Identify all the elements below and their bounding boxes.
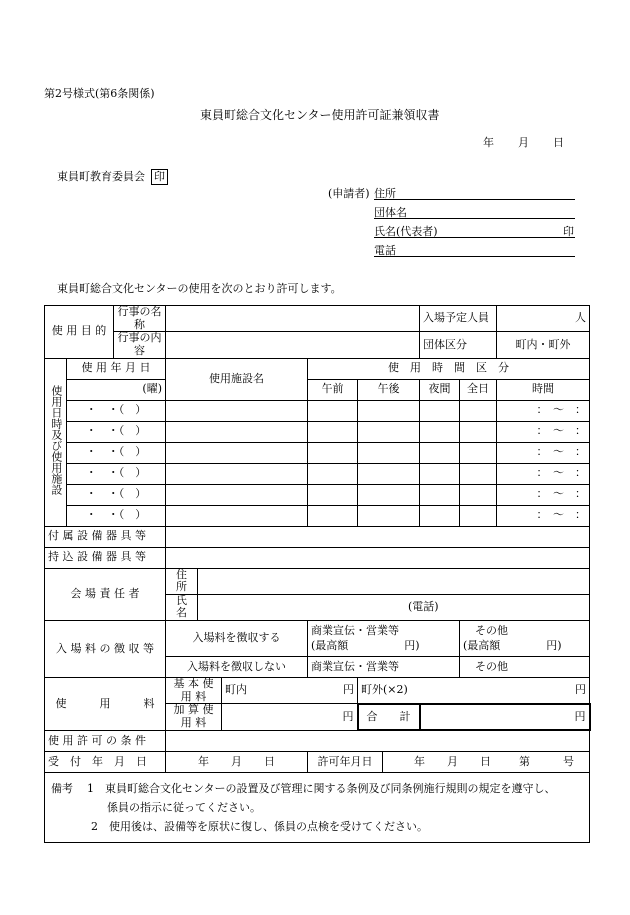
equipment-attached-row bbox=[45, 526, 590, 547]
admission-no-collect[interactable]: 入場料を徴収しない bbox=[166, 656, 308, 677]
time-col-am: 午前 bbox=[308, 379, 358, 400]
am-cell[interactable] bbox=[308, 484, 358, 505]
night-cell[interactable] bbox=[420, 463, 460, 484]
equipment-attached-field[interactable] bbox=[166, 526, 590, 547]
intro-text: 東員町総合文化センターの使用を次のとおり許可します。 bbox=[57, 282, 342, 295]
time-col-hours: 時間 bbox=[497, 379, 590, 400]
time-range-cell[interactable]: ： ～ ： bbox=[497, 505, 590, 526]
usage-date-cell[interactable]: ・ ・（ ） bbox=[67, 505, 166, 526]
time-col-night: 夜間 bbox=[420, 379, 460, 400]
usage-facility-cell[interactable] bbox=[166, 400, 308, 421]
pm-cell[interactable] bbox=[358, 400, 420, 421]
receipt-label: 受 付 年 月 日 bbox=[45, 752, 166, 773]
usage-time-header: 使 用 時 間 区 分 bbox=[308, 358, 590, 379]
purpose-row-2 bbox=[45, 332, 590, 358]
applicant-name-line[interactable] bbox=[374, 237, 575, 238]
purpose-header: 使 用 目 的 bbox=[45, 306, 114, 359]
conditions-field[interactable] bbox=[166, 730, 590, 752]
usage-facility-cell[interactable] bbox=[166, 442, 308, 463]
usage-row bbox=[45, 421, 590, 442]
am-cell[interactable] bbox=[308, 421, 358, 442]
am-cell[interactable] bbox=[308, 400, 358, 421]
applicant-address-line[interactable] bbox=[374, 199, 575, 200]
usage-weekday-header: (曜) bbox=[67, 379, 166, 400]
date-day: 日 bbox=[553, 136, 564, 149]
note-1: 備考 1 東員町総合文化センターの設置及び管理に関する条例及び同条例施行規則の規定を遵守し、 bbox=[51, 782, 556, 796]
usage-date-cell[interactable]: ・ ・（ ） bbox=[67, 421, 166, 442]
usage-date-header: 使 用 年 月 日 bbox=[67, 358, 166, 379]
issuer bbox=[57, 169, 168, 185]
allday-cell[interactable] bbox=[460, 421, 497, 442]
time-range-cell[interactable]: ： ～ ： bbox=[497, 421, 590, 442]
receipt-date[interactable]: 年 月 日 bbox=[166, 752, 308, 773]
applicant-phone-line[interactable] bbox=[374, 256, 575, 257]
usage-side-label: 使用日時及び使用施設 bbox=[45, 358, 67, 526]
date-month: 月 bbox=[518, 136, 529, 149]
document-title: 東員町総合文化センター使用許可証兼領収書 bbox=[200, 108, 440, 122]
time-range-cell[interactable]: ： ～ ： bbox=[497, 442, 590, 463]
fee-basic-label: 基 本 使 用 料 bbox=[166, 678, 222, 704]
applicant-group-line[interactable] bbox=[374, 218, 575, 219]
group-class-label: 団体区分 bbox=[420, 332, 497, 358]
pm-cell[interactable] bbox=[358, 484, 420, 505]
fee-total-label: 合 計 bbox=[358, 704, 420, 730]
time-range-cell[interactable]: ： ～ ： bbox=[497, 484, 590, 505]
admission-collect[interactable]: 入場料を徴収する bbox=[166, 621, 308, 657]
usage-facility-cell[interactable] bbox=[166, 463, 308, 484]
fee-row-1 bbox=[45, 678, 590, 704]
allday-cell[interactable] bbox=[460, 505, 497, 526]
night-cell[interactable] bbox=[420, 442, 460, 463]
usage-row bbox=[45, 484, 590, 505]
admission-other-max[interactable]: その他 (最高額 円) bbox=[460, 621, 590, 657]
usage-header-row-2 bbox=[45, 379, 590, 400]
event-content-label: 行事の内容 bbox=[114, 332, 166, 358]
usage-date-cell[interactable]: ・ ・（ ） bbox=[67, 463, 166, 484]
night-cell[interactable] bbox=[420, 400, 460, 421]
admission-commercial-max[interactable]: 商業宣伝・営業等 (最高額 円) bbox=[308, 621, 460, 657]
admission-label: 入 場 料 の 徴 収 等 bbox=[45, 621, 166, 678]
fee-additional-field[interactable]: 円 bbox=[222, 704, 358, 730]
manager-address-label: 住 所 bbox=[166, 568, 198, 594]
manager-label: 会 場 責 任 者 bbox=[45, 568, 166, 621]
applicant-phone-label: 電話 bbox=[374, 244, 396, 257]
date-year: 年 bbox=[483, 136, 494, 149]
event-content-field[interactable] bbox=[166, 332, 420, 358]
purpose-row-1 bbox=[45, 306, 590, 332]
am-cell[interactable] bbox=[308, 442, 358, 463]
permit-date-label: 許可年月日 bbox=[308, 752, 383, 773]
manager-phone[interactable]: (電話) bbox=[198, 594, 590, 620]
time-col-allday: 全日 bbox=[460, 379, 497, 400]
fee-total-field[interactable]: 円 bbox=[420, 704, 590, 730]
usage-facility-cell[interactable] bbox=[166, 421, 308, 442]
manager-row-1 bbox=[45, 568, 590, 594]
pm-cell[interactable] bbox=[358, 442, 420, 463]
usage-facility-cell[interactable] bbox=[166, 505, 308, 526]
note-1-continued: 係員の指示に従ってください。 bbox=[107, 801, 261, 815]
allday-cell[interactable] bbox=[460, 400, 497, 421]
equipment-brought-row bbox=[45, 547, 590, 568]
applicant-address-label: 住所 bbox=[374, 187, 396, 200]
manager-address-field[interactable] bbox=[198, 568, 590, 594]
usage-facility-header: 使用施設名 bbox=[166, 358, 308, 400]
fee-additional-label: 加 算 使 用 料 bbox=[166, 704, 222, 730]
usage-header-row-1 bbox=[45, 358, 590, 379]
issuer-seal: 印 bbox=[151, 169, 168, 185]
attendees-unit[interactable]: 人 bbox=[497, 306, 590, 332]
event-name-label: 行事の名称 bbox=[114, 306, 166, 332]
attendees-label: 入場予定人員 bbox=[420, 306, 497, 332]
notes-row bbox=[45, 773, 590, 843]
allday-cell[interactable] bbox=[460, 442, 497, 463]
usage-date-cell[interactable]: ・ ・（ ） bbox=[67, 484, 166, 505]
usage-row bbox=[45, 442, 590, 463]
time-range-cell[interactable]: ： ～ ： bbox=[497, 400, 590, 421]
permit-date-and-number[interactable]: 年 月 日 第 号 bbox=[383, 752, 590, 773]
issuer-name: 東員町教育委員会 bbox=[57, 170, 145, 183]
group-class-value[interactable]: 町内・町外 bbox=[497, 332, 590, 358]
form-number: 第2号様式(第6条関係) bbox=[44, 87, 155, 100]
admission-row-1 bbox=[45, 621, 590, 657]
note-2: 2 使用後は、設備等を原状に復し、係員の点検を受けてください。 bbox=[91, 820, 428, 834]
receipt-row bbox=[45, 752, 590, 773]
applicant-group-label: 団体名 bbox=[374, 206, 407, 219]
usage-date-cell[interactable]: ・ ・（ ） bbox=[67, 400, 166, 421]
night-cell[interactable] bbox=[420, 484, 460, 505]
usage-row bbox=[45, 505, 590, 526]
conditions-row bbox=[45, 730, 590, 752]
equipment-attached-label: 付 属 設 備 器 具 等 bbox=[45, 526, 166, 547]
time-col-pm: 午後 bbox=[358, 379, 420, 400]
applicant-label: (申請者) bbox=[328, 187, 370, 200]
permit-form-table bbox=[44, 305, 591, 843]
applicant-name-label: 氏名(代表者) bbox=[374, 225, 438, 238]
fee-out-town[interactable]: 町外(×2) 円 bbox=[358, 678, 590, 704]
pm-cell[interactable] bbox=[358, 505, 420, 526]
notes-cell bbox=[45, 773, 590, 843]
fee-in-town[interactable]: 町内 円 bbox=[222, 678, 358, 704]
admission-other[interactable]: その他 bbox=[460, 656, 590, 677]
applicant-seal: 印 bbox=[563, 225, 574, 238]
fee-label: 使 用 料 bbox=[45, 678, 166, 731]
admission-commercial[interactable]: 商業宣伝・営業等 bbox=[308, 656, 460, 677]
usage-row bbox=[45, 463, 590, 484]
conditions-label: 使 用 許 可 の 条 件 bbox=[45, 730, 166, 752]
usage-date-cell[interactable]: ・ ・（ ） bbox=[67, 442, 166, 463]
allday-cell[interactable] bbox=[460, 463, 497, 484]
usage-row bbox=[45, 400, 590, 421]
pm-cell[interactable] bbox=[358, 463, 420, 484]
equipment-brought-field[interactable] bbox=[166, 547, 590, 568]
equipment-brought-label: 持 込 設 備 器 具 等 bbox=[45, 547, 166, 568]
pm-cell[interactable] bbox=[358, 421, 420, 442]
usage-facility-cell[interactable] bbox=[166, 484, 308, 505]
manager-name-label: 氏 名 bbox=[166, 594, 198, 620]
night-cell[interactable] bbox=[420, 421, 460, 442]
am-cell[interactable] bbox=[308, 505, 358, 526]
am-cell[interactable] bbox=[308, 463, 358, 484]
time-range-cell[interactable]: ： ～ ： bbox=[497, 463, 590, 484]
night-cell[interactable] bbox=[420, 505, 460, 526]
event-name-field[interactable] bbox=[166, 306, 420, 332]
allday-cell[interactable] bbox=[460, 484, 497, 505]
